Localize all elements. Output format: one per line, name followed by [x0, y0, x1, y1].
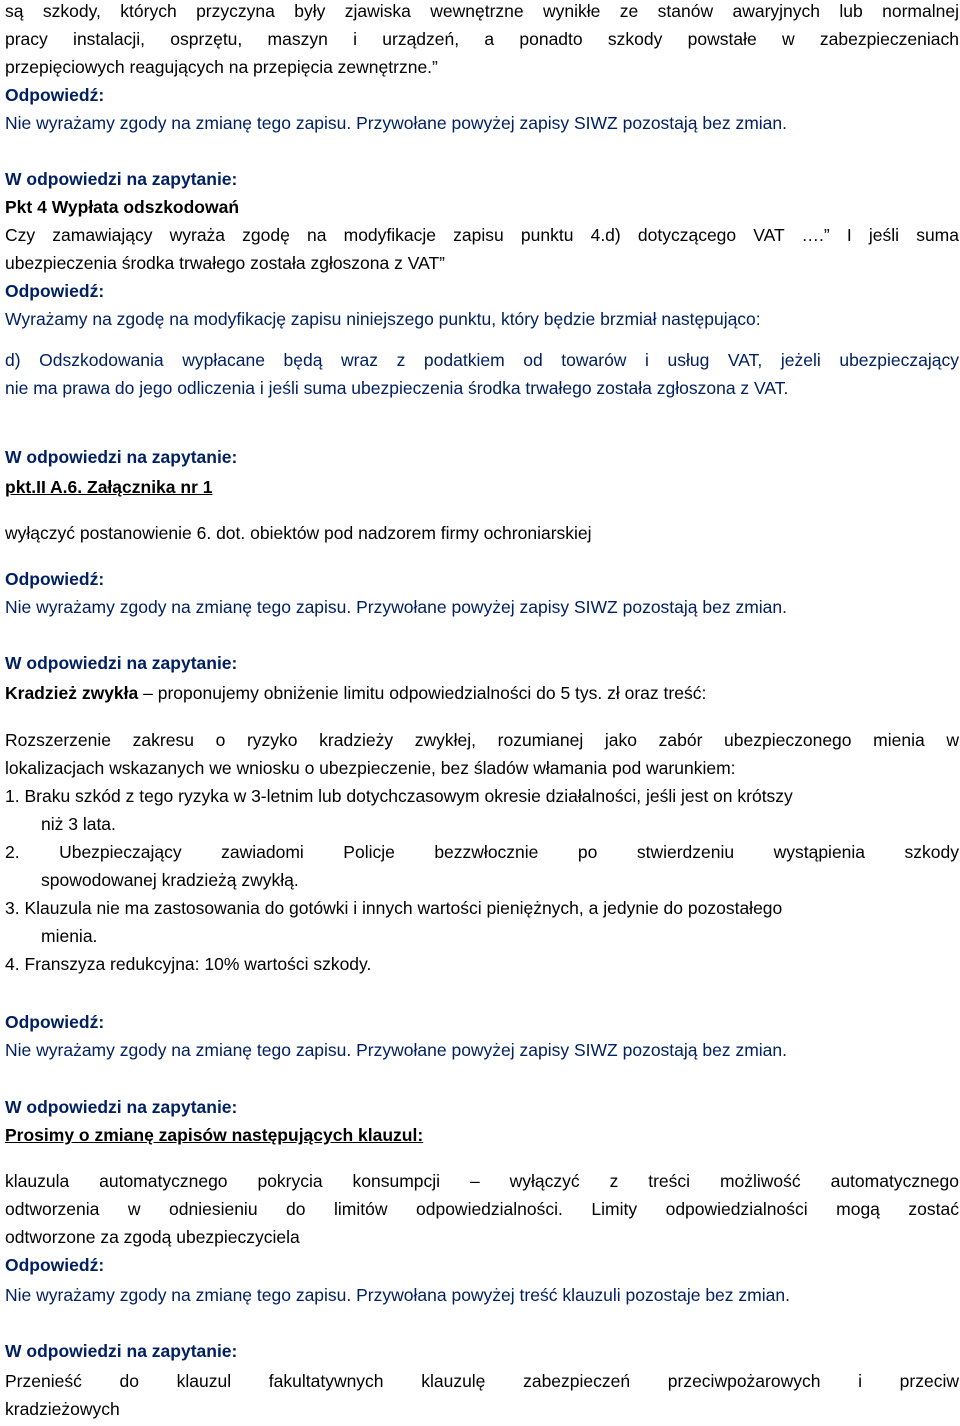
- question-label: W odpowiedzi na zapytanie:: [5, 653, 238, 673]
- heading-rest: – proponujemy obniżenie limitu odpowiedzialności do 5 tys. zł oraz treść:: [138, 683, 707, 703]
- paragraph-line-3: odtworzone za zgodą ubezpieczyciela: [5, 1227, 300, 1247]
- list-item-2-line-2: spowodowanej kradzieżą zwykłą.: [41, 870, 299, 890]
- question-text: wyłączyć postanowienie 6. dot. obiektów pod nadzorem firmy ochroniarskiej: [5, 523, 592, 543]
- answer-text: Nie wyrażamy zgody na zmianę tego zapisu. Przywołane powyżej zapisy SIWZ pozostają bez zmian.: [5, 1040, 788, 1060]
- question-label: W odpowiedzi na zapytanie:: [5, 169, 238, 189]
- list-item-1-line-2: niż 3 lata.: [41, 814, 116, 834]
- answer-label: Odpowiedź:: [5, 1012, 105, 1032]
- intro-line-3: przepięciowych reagujących na przepięcia zewnętrzne.”: [5, 57, 438, 77]
- question-label: W odpowiedzi na zapytanie:: [5, 1097, 238, 1117]
- question-label: W odpowiedzi na zapytanie:: [5, 1341, 238, 1361]
- list-item-3-line-1: 3. Klauzula nie ma zastosowania do gotówki i innych wartości pieniężnych, a jedynie do pozostałego: [5, 898, 783, 918]
- paragraph-line-1: klauzula automatycznego pokrycia konsumpcji – wyłączyć z treści możliwość automatycznego: [5, 1171, 959, 1191]
- answer-label: Odpowiedź:: [5, 85, 105, 105]
- question-label: W odpowiedzi na zapytanie:: [5, 447, 238, 467]
- answer-clause-line-1: d) Odszkodowania wypłacane będą wraz z podatkiem od towarów i usług VAT, jeżeli ubezpieczający: [5, 350, 959, 370]
- paragraph-line-2: lokalizacjach wskazanych we wniosku o ubezpieczenie, bez śladów włamania pod warunkiem:: [5, 758, 736, 778]
- paragraph-line-1: Przenieść do klauzul fakultatywnych klauzulę zabezpieczeń przeciwpożarowych i przeciw: [5, 1371, 959, 1391]
- paragraph-line-2: odtworzenia w odniesieniu do limitów odpowiedzialności. Limity odpowiedzialności mogą zostać: [5, 1199, 959, 1219]
- answer-label: Odpowiedź:: [5, 569, 105, 589]
- answer-label: Odpowiedź:: [5, 281, 105, 301]
- intro-line-2: pracy instalacji, osprzętu, maszyn i urządzeń, a ponadto szkody powstałe w zabezpieczeniach: [5, 29, 959, 49]
- answer-clause-line-2: nie ma prawa do jego odliczenia i jeśli suma ubezpieczenia środka trwałego została zgłoszona z VAT.: [5, 378, 789, 398]
- answer-text: Nie wyrażamy zgody na zmianę tego zapisu. Przywołane powyżej zapisy SIWZ pozostają bez zmian.: [5, 113, 788, 133]
- question-line-2: ubezpieczenia środka trwałego została zgłoszona z VAT”: [5, 253, 445, 273]
- section-heading: pkt.II A.6. Załącznika nr 1: [5, 477, 213, 497]
- paragraph-line-2: kradzieżowych: [5, 1399, 120, 1419]
- answer-text: Nie wyrażamy zgody na zmianę tego zapisu. Przywołana powyżej treść klauzuli pozostaje bez zmian.: [5, 1285, 790, 1305]
- heading-bold: Kradzież zwykła: [5, 683, 139, 703]
- answer-label: Odpowiedź:: [5, 1255, 105, 1275]
- section-heading: Pkt 4 Wypłata odszkodowań: [5, 197, 240, 217]
- answer-text: Wyrażamy na zgodę na modyfikację zapisu niniejszego punktu, który będzie brzmiał następująco:: [5, 309, 761, 329]
- section-heading: Prosimy o zmianę zapisów następujących klauzul:: [5, 1125, 424, 1145]
- question-line-1: Czy zamawiający wyraża zgodę na modyfikacje zapisu punktu 4.d) dotyczącego VAT ….” I jeśli suma: [5, 225, 959, 245]
- list-item-1-line-1: 1. Braku szkód z tego ryzyka w 3-letnim lub dotychczasowym okresie działalności, jeśli jest on krótszy: [5, 786, 793, 806]
- list-item-2-line-1: 2. Ubezpieczający zawiadomi Policje bezzwłocznie po stwierdzeniu wystąpienia szkody: [5, 842, 959, 862]
- paragraph-line-1: Rozszerzenie zakresu o ryzyko kradzieży zwykłej, rozumianej jako zabór ubezpieczonego mienia w: [5, 730, 959, 750]
- list-item-4: 4. Franszyza redukcyjna: 10% wartości szkody.: [5, 954, 372, 974]
- section-heading: [5, 680, 959, 706]
- list-item-3-line-2: mienia.: [41, 926, 98, 946]
- intro-line-1: są szkody, których przyczyna były zjawiska wewnętrzne wynikłe ze stanów awaryjnych lub normalnej: [5, 1, 959, 21]
- answer-text: Nie wyrażamy zgody na zmianę tego zapisu. Przywołane powyżej zapisy SIWZ pozostają bez zmian.: [5, 597, 788, 617]
